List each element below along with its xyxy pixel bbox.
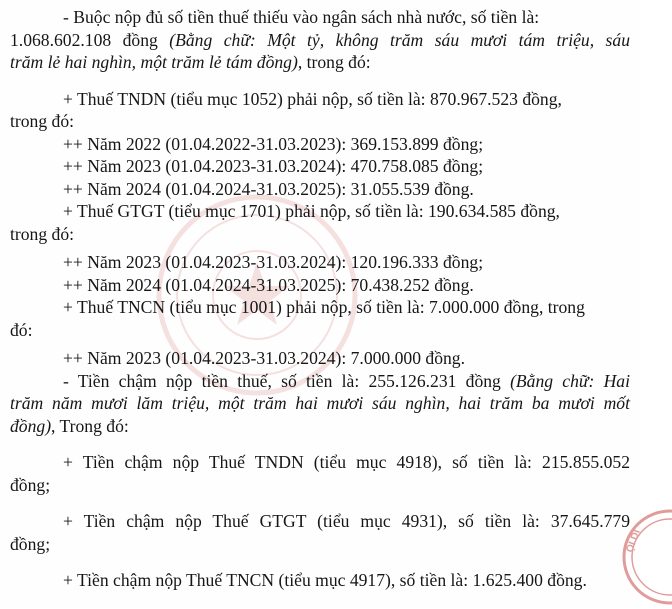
paragraph-line bbox=[0, 370, 640, 393]
paragraph-line bbox=[0, 347, 640, 370]
spacer bbox=[0, 437, 640, 451]
paragraph-text: + Tiền chậm nộp Thuế TNDN (tiểu mục 4918), số tiền là: 215.855.052 bbox=[63, 452, 630, 472]
paragraph-line bbox=[0, 29, 640, 52]
paragraph-line bbox=[0, 88, 640, 111]
paragraph-line bbox=[0, 51, 640, 74]
paragraph-text: trong đó: bbox=[10, 223, 75, 244]
paragraph-text: ++ Năm 2024 (01.04.2024-31.03.2025): 70.438.252 đồng. bbox=[63, 274, 474, 295]
plain-text: , trong đó: bbox=[297, 52, 371, 72]
paragraph-text: ++ Năm 2022 (01.04.2022-31.03.2023): 369.153.899 đồng; bbox=[63, 133, 484, 154]
paragraph-text: đồng; bbox=[10, 474, 51, 495]
paragraph-text: ++ Năm 2023 (01.04.2023-31.03.2024): 120.196.333 đồng; bbox=[63, 252, 484, 272]
paragraph-text bbox=[63, 370, 630, 393]
paragraph-line bbox=[0, 474, 640, 497]
paragraph-line bbox=[0, 110, 640, 133]
paragraph-text: + Tiền chậm nộp Thuế GTGT (tiểu mục 4931), số tiền là: 37.645.779 bbox=[63, 511, 630, 531]
paragraph-text: ++ Năm 2023 (01.04.2023-31.03.2024): 7.000.000 đồng. bbox=[63, 348, 465, 368]
document-body bbox=[0, 6, 640, 592]
paragraph-text: - Buộc nộp đủ số tiền thuế thiếu vào ngân sách nhà nước, số tiền là: bbox=[63, 7, 540, 27]
paragraph-line bbox=[0, 251, 640, 274]
amount-in-words: trăm lẻ hai nghìn, một trăm lẻ tám đồng) bbox=[10, 52, 298, 72]
paragraph-line bbox=[0, 415, 640, 438]
paragraph-text: + Thuế TNCN (tiểu mục 1001) phải nộp, số tiền là: 7.000.000 đồng, trong bbox=[63, 297, 585, 317]
paragraph-text bbox=[10, 415, 129, 438]
paragraph-text bbox=[10, 51, 371, 74]
amount-in-words: đồng) bbox=[10, 415, 52, 436]
amount-in-words: (Bằng chữ: Hai bbox=[510, 370, 630, 391]
plain-text: , Trong đó: bbox=[51, 415, 129, 436]
amount-in-words: (Bằng chữ: Một tỷ, không trăm sáu mươi tám triệu, sáu bbox=[169, 29, 630, 50]
paragraph-text: + Thuế TNDN (tiểu mục 1052) phải nộp, số tiền là: 870.967.523 đồng, bbox=[63, 88, 562, 109]
paragraph-line bbox=[0, 510, 640, 533]
spacer bbox=[0, 555, 640, 569]
paragraph-line bbox=[0, 296, 640, 319]
spacer bbox=[0, 496, 640, 510]
paragraph-line bbox=[0, 533, 640, 556]
amount-text: 1.068.602.108 đồng bbox=[10, 29, 158, 50]
paragraph-text bbox=[10, 29, 630, 52]
paragraph-text: đó: bbox=[10, 319, 33, 340]
paragraph-line bbox=[0, 569, 640, 592]
paragraph-text: đồng; bbox=[10, 533, 51, 554]
spacer bbox=[0, 74, 640, 88]
paragraph-line bbox=[0, 223, 640, 246]
paragraph-line bbox=[0, 178, 640, 201]
paragraph-line bbox=[0, 133, 640, 156]
svg-text:ỘI DI: ỘI DI bbox=[624, 528, 643, 555]
paragraph-line bbox=[0, 200, 640, 223]
plain-text: - Tiền chậm nộp tiền thuế, số tiền là: 255.126.231 đồng bbox=[63, 370, 501, 391]
paragraph-text: ++ Năm 2023 (01.04.2023-31.03.2024): 470.758.085 đồng; bbox=[63, 156, 484, 176]
paragraph-line bbox=[0, 319, 640, 342]
paragraph-text: + Tiền chậm nộp Thuế TNCN (tiểu mục 4917), số tiền là: 1.625.400 đồng. bbox=[63, 570, 587, 590]
paragraph-line bbox=[0, 451, 640, 474]
paragraph-text: trong đó: bbox=[10, 111, 75, 131]
paragraph-text: + Thuế GTGT (tiểu mục 1701) phải nộp, số tiền là: 190.634.585 đồng, bbox=[63, 201, 560, 221]
paragraph-line bbox=[0, 274, 640, 297]
paragraph-text: ++ Năm 2024 (01.04.2024-31.03.2025): 31.055.539 đồng. bbox=[63, 178, 474, 199]
amount-in-words: trăm năm mươi lăm triệu, một trăm hai mươi sáu nghìn, hai trăm ba mươi mốt bbox=[10, 393, 630, 413]
paragraph-line bbox=[0, 6, 640, 29]
paragraph-line bbox=[0, 392, 640, 415]
paragraph-line bbox=[0, 155, 640, 178]
